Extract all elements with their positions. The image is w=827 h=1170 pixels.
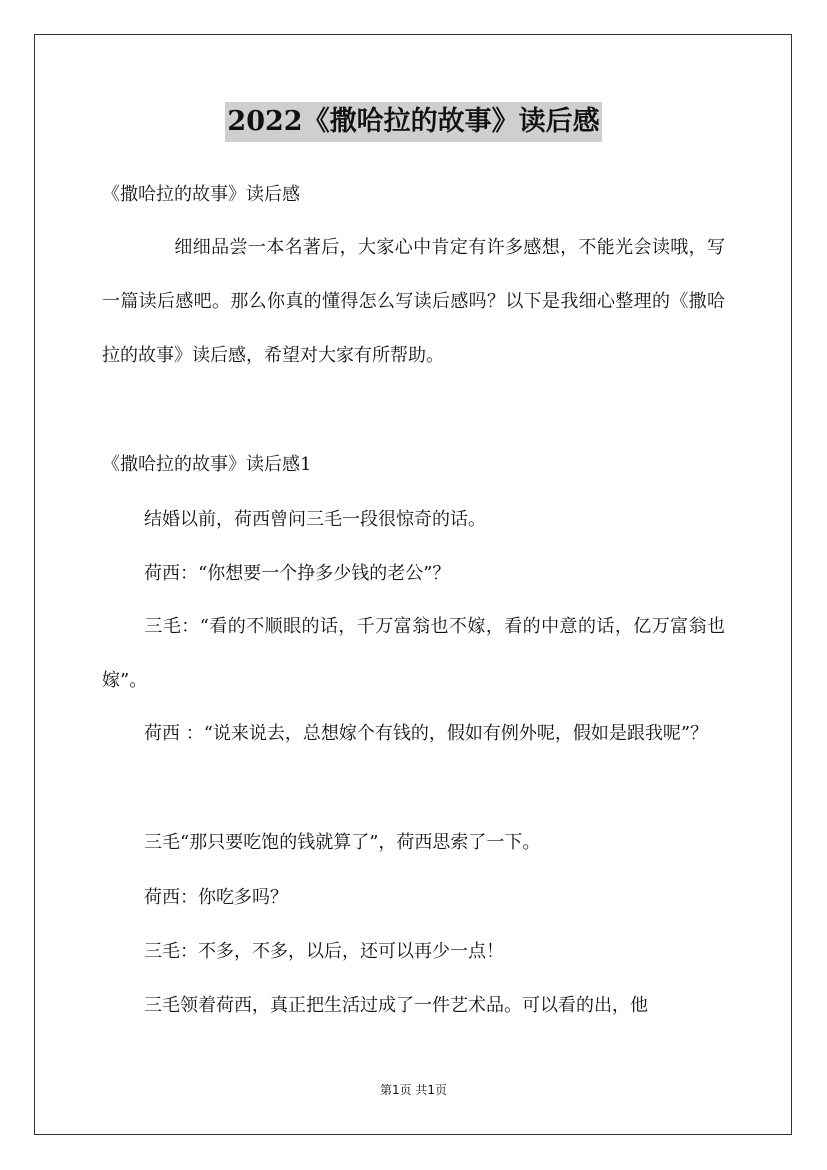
subtitle: 《撒哈拉的故事》读后感 (102, 184, 300, 205)
paragraph-8: 三毛领着荷西，真正把生活过成了一件艺术品。可以看的出，他 (144, 995, 648, 1016)
paragraph-5: 三毛“那只要吃饱的钱就算了”，荷西思索了一下。 (144, 832, 541, 853)
document-title: 2022《撒哈拉的故事》读后感 (225, 102, 601, 142)
intro-paragraph (102, 221, 725, 383)
intro-text: 细细品尝一本名著后，大家心中肯定有许多感想，不能光会读哦，写一篇读后感吧。那么你真的懂得怎么写读后感吗？以下是我细心整理的《撒哈拉的故事》读后感，希望对大家有所帮助。 (102, 237, 725, 366)
paragraph-6: 荷西：你吃多吗？ (144, 887, 288, 908)
paragraph-1: 结婚以前，荷西曾问三毛一段很惊奇的话。 (144, 509, 486, 530)
page-footer: 第1页 共1页 (379, 1083, 448, 1097)
paragraph-3 (102, 600, 725, 708)
paragraph-7: 三毛：不多，不多，以后，还可以再少一点！ (144, 941, 504, 962)
paragraph-2: 荷西：“你想要一个挣多少钱的老公”？ (144, 563, 451, 584)
paragraph-4-text: 荷西 ：“说来说去，总想嫁个有钱的，假如有例外呢，假如是跟我呢”？ (144, 723, 709, 744)
section-heading: 《撒哈拉的故事》读后感1 (102, 454, 312, 475)
paragraph-3-text: 三毛：“看的不顺眼的话，千万富翁也不嫁，看的中意的话，亿万富翁也嫁”。 (102, 616, 725, 691)
title-container (0, 102, 827, 142)
paragraph-4 (102, 707, 725, 761)
